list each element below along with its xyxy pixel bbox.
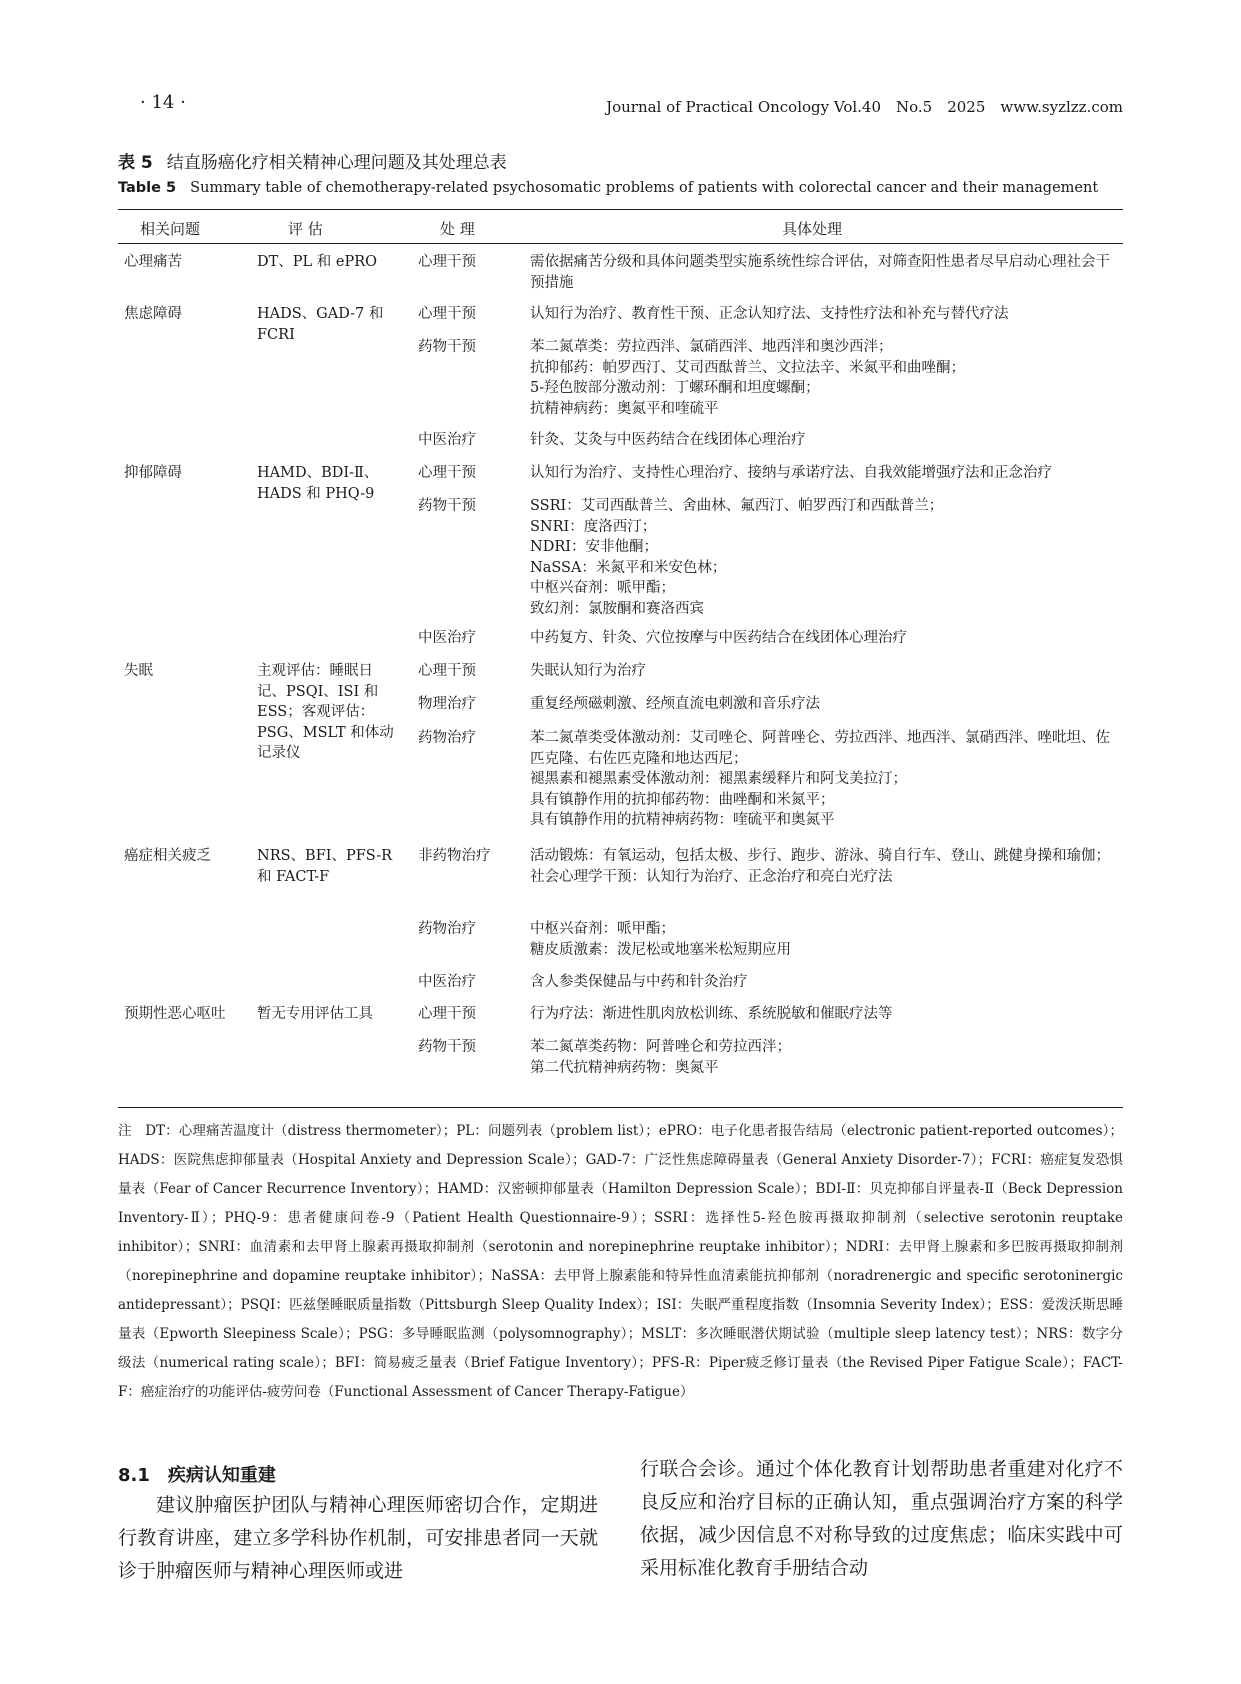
- table-header-rule: [118, 243, 1123, 244]
- journal-citation: Journal of Practical Oncology Vol.40 No.5 2025 www.syzlzz.com: [606, 98, 1123, 116]
- cell-management: 中医治疗: [418, 974, 476, 990]
- body-text-right-column: 行联合会诊。通过个体化教育计划帮助患者重建对化疗不良反应和治疗目标的正确认知，重点强调治疗方案的科学依据，减少因信息不对称导致的过度焦虑；临床实践中可采用标准化教育手册结合动: [640, 1458, 1123, 1579]
- cell-detail: 含人参类保健品与中药和针灸治疗: [530, 974, 748, 990]
- cell-management: 心理干预: [418, 465, 476, 481]
- cell-management: 药物治疗: [418, 730, 476, 746]
- cell-problem: 心理痛苦: [124, 254, 182, 270]
- cell-problem: 预期性恶心呕吐: [124, 1006, 226, 1022]
- cell-problem: 癌症相关疲乏: [124, 848, 211, 864]
- cell-detail: 中枢兴奋剂：哌甲酯； 糖皮质激素：泼尼松或地塞米松短期应用: [530, 921, 791, 958]
- cell-assessment: HAMD、BDI-Ⅱ、HADS 和 PHQ-9: [257, 465, 379, 502]
- cell-detail: SSRI：艾司西酞普兰、舍曲林、氟西汀、帕罗西汀和西酞普兰； SNRI：度洛西汀； NDRI：安非他酮； NaSSA：米氮平和米安色林； 中枢兴奋剂：哌甲酯； 致幻剂：氯胺酮和赛洛西宾: [530, 498, 944, 617]
- page-number: · 14 ·: [140, 92, 186, 113]
- cell-detail: 苯二氮䓬类：劳拉西泮、氯硝西泮、地西泮和奥沙西泮； 抗抑郁药：帕罗西汀、艾司西酞普兰、文拉法辛、米氮平和曲唑酮； 5-羟色胺部分激动剂：丁螺环酮和坦度螺酮； 抗精神病药：奥氮平和喹硫平: [530, 339, 965, 417]
- table-caption-en: [118, 180, 1098, 196]
- table-header-detail: 具体处理: [782, 220, 843, 238]
- body-text-left-column: 建议肿瘤医护团队与精神心理医师密切合作，定期进行教育讲座，建立多学科协作机制，可安排患者同一天就诊于肿瘤医师与精神心理医师或进: [118, 1494, 598, 1582]
- cell-management: 药物干预: [418, 1039, 476, 1055]
- cell-detail: 行为疗法：渐进性肌肉放松训练、系统脱敏和催眠疗法等: [530, 1006, 893, 1022]
- cell-management: 非药物治疗: [418, 848, 491, 864]
- table-caption-cn: [118, 148, 507, 173]
- table-title-en: Summary table of chemotherapy-related psychosomatic problems of patients with colorectal cancer and their management: [190, 180, 1099, 196]
- table-note: 注 DT：心理痛苦温度计（distress thermometer）；PL：问题列表（problem list）；ePRO：电子化患者报告结局（electronic patient-reported outcomes）；HADS：医院焦虑抑郁量表（Hospital Anxiety and Depression Scale）；GAD-7：广泛性焦虑障碍量表（General Anxiety Disorder-7）；FCRI：癌症复发恐惧量表（Fear of Cancer Recurrence Inventory）；HAMD：汉密顿抑郁量表（Hamilton Depression Scale）；BDI-Ⅱ：贝克抑郁自评量表-Ⅱ（Beck Depression Inventory-Ⅱ）；PHQ-9：患者健康问卷-9（Patient Health Questionnaire-9）；SSRI：选择性5-羟色胺再摄取抑制剂（selective serotonin reuptake inhibitor）；SNRI：血清素和去甲肾上腺素再摄取抑制剂（serotonin and norepinephrine reuptake inhibitor）；NDRI：去甲肾上腺素和多巴胺再摄取抑制剂（norepinephrine and dopamine reuptake inhibitor）；NaSSA：去甲肾上腺素能和特异性血清素能抗抑郁剂（noradrenergic and specific serotoninergic antidepressant）；PSQI：匹兹堡睡眠质量指数（Pittsburgh Sleep Quality Index）；ISI：失眠严重程度指数（Insomnia Severity Index）；ESS：爱泼沃斯思睡量表（Epworth Sleepiness Scale）；PSG：多导睡眠监测（polysomnography）；MSLT：多次睡眠潜伏期试验（multiple sleep latency test）；NRS：数字分级法（numerical rating scale）；BFI：简易疲乏量表（Brief Fatigue Inventory）；PFS-R：Piper疲乏修订量表（the Revised Piper Fatigue Scale）；FACT-F：癌症治疗的功能评估-疲劳问卷（Functional Assessment of Cancer Therapy-Fatigue）: [118, 1123, 1123, 1400]
- table-top-rule: [118, 209, 1123, 210]
- cell-management: 药物干预: [418, 498, 476, 514]
- cell-assessment: HADS、GAD-7 和 FCRI: [257, 306, 384, 343]
- table-label-en: Table 5: [118, 180, 177, 196]
- cell-management: 心理干预: [418, 306, 476, 322]
- cell-assessment: 暂无专用评估工具: [257, 1006, 373, 1022]
- cell-detail: 苯二氮䓬类药物：阿普唑仑和劳拉西泮； 第二代抗精神病药物：奥氮平: [530, 1039, 791, 1076]
- cell-detail: 苯二氮䓬类受体激动剂：艾司唑仑、阿普唑仑、劳拉西泮、地西泮、氯硝西泮、唑吡坦、佐匹克隆、右佐匹克隆和地达西尼； 褪黑素和褪黑素受体激动剂：褪黑素缓释片和阿戈美拉汀； 具有镇静作用的抗抑郁药物：曲唑酮和米氮平； 具有镇静作用的抗精神病药物：喹硫平和奥氮平: [530, 730, 1110, 828]
- cell-problem: 焦虑障碍: [124, 306, 182, 322]
- table-header-problem: 相关问题: [140, 220, 201, 238]
- cell-detail: 需依据痛苦分级和具体问题类型实施系统性综合评估，对筛查阳性患者尽早启动心理社会干预措施: [530, 254, 1110, 291]
- running-header: [118, 92, 1123, 118]
- cell-management: 心理干预: [418, 1006, 476, 1022]
- cell-detail: 失眠认知行为治疗: [530, 663, 646, 679]
- cell-management: 药物治疗: [418, 921, 476, 937]
- cell-detail: 中药复方、针灸、穴位按摩与中医药结合在线团体心理治疗: [530, 630, 907, 646]
- table-header-management: 处 理: [440, 220, 475, 238]
- cell-management: 药物干预: [418, 339, 476, 355]
- cell-detail: 针灸、艾灸与中医药结合在线团体心理治疗: [530, 432, 806, 448]
- table-label-cn: 表 5: [118, 153, 153, 173]
- cell-management: 心理干预: [418, 663, 476, 679]
- cell-management: 心理干预: [418, 254, 476, 270]
- section-heading: 8.1 疾病认知重建: [118, 1465, 276, 1486]
- cell-problem: 抑郁障碍: [124, 465, 182, 481]
- cell-problem: 失眠: [124, 663, 153, 679]
- cell-assessment: 主观评估：睡眠日记、PSQI、ISI 和 ESS；客观评估：PSG、MSLT 和体动记录仪: [257, 663, 394, 761]
- cell-management: 中医治疗: [418, 432, 476, 448]
- cell-assessment: NRS、BFI、PFS-R 和 FACT-F: [257, 848, 393, 885]
- cell-management: 中医治疗: [418, 630, 476, 646]
- cell-detail: 重复经颅磁刺激、经颅直流电刺激和音乐疗法: [530, 696, 820, 712]
- cell-assessment: DT、PL 和 ePRO: [257, 254, 378, 270]
- cell-detail: 活动锻炼：有氧运动，包括太极、步行、跑步、游泳、骑自行车、登山、跳健身操和瑜伽； 社会心理学干预：认知行为治疗、正念治疗和亮白光疗法: [530, 848, 1110, 885]
- table-header-assessment: 评 估: [288, 220, 323, 238]
- table-title-cn: 结直肠癌化疗相关精神心理问题及其处理总表: [166, 153, 507, 173]
- cell-detail: 认知行为治疗、支持性心理治疗、接纳与承诺疗法、自我效能增强疗法和正念治疗: [530, 465, 1052, 481]
- table-bottom-rule: [118, 1107, 1123, 1108]
- cell-detail: 认知行为治疗、教育性干预、正念认知疗法、支持性疗法和补充与替代疗法: [530, 306, 1009, 322]
- cell-management: 物理治疗: [418, 696, 476, 712]
